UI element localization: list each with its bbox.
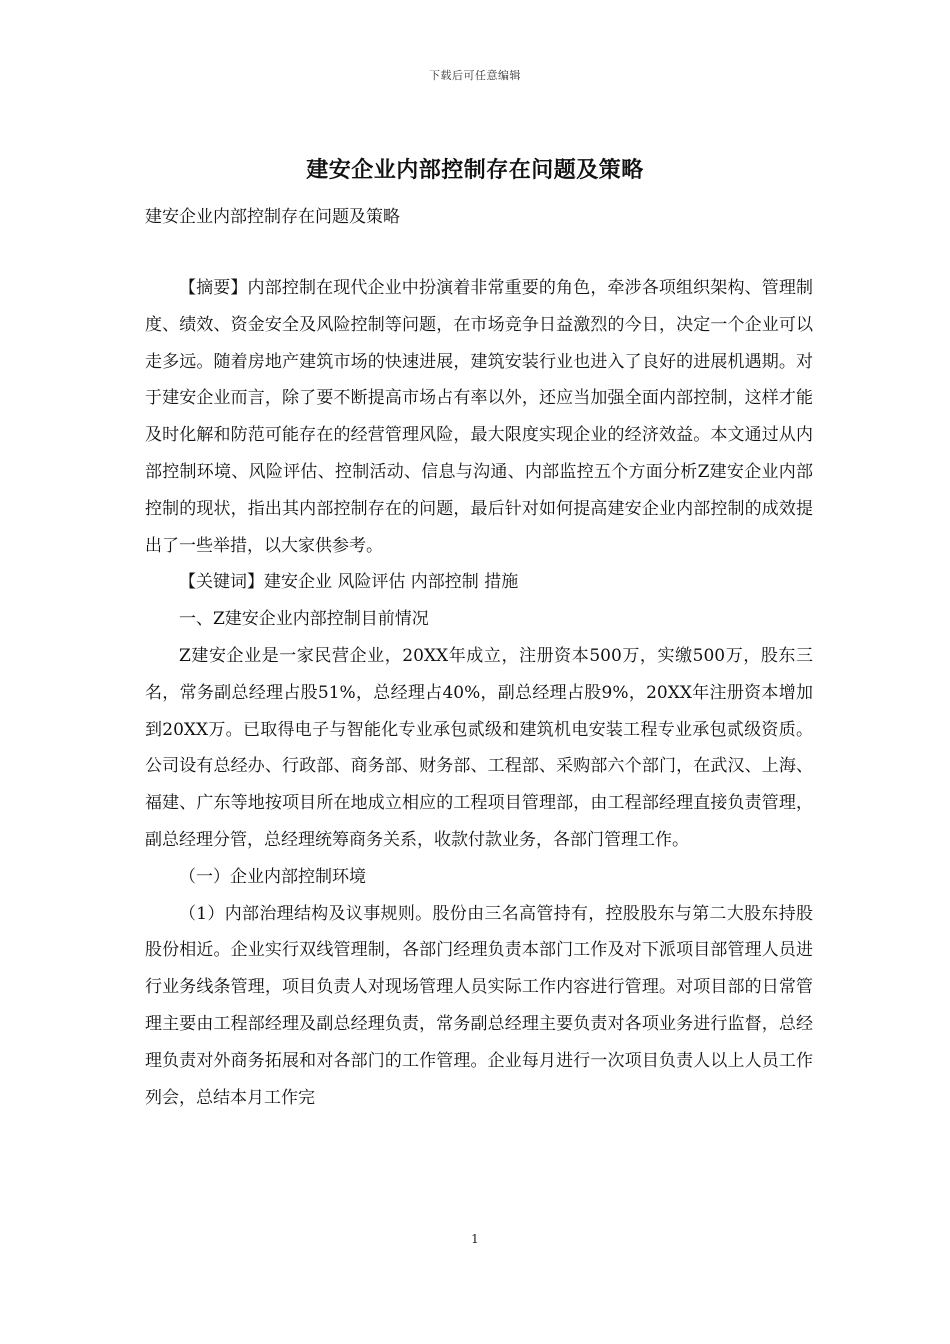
body-text: [145, 270, 813, 1116]
document-title: 建安企业内部控制存在问题及策略: [306, 157, 644, 183]
body-paragraph: Z建安企业是一家民营企业，20XX年成立，注册资本500万，实缴500万，股东三名，常务副总经理占股51%，总经理占40%，副总经理占股9%，20XX年注册资本增加到20XX万。已取得电子与智能化专业承包贰级和建筑机电安装工程专业承包贰级资质。公司设有总经办、行政部、商务部、财务部、工程部、采购部六个部门，在武汉、上海、福建、广东等地按项目所在地成立相应的工程项目管理部，由工程部经理直接负责管理，副总经理分管，总经理统筹商务关系，收款付款业务，各部门管理工作。: [145, 645, 813, 850]
keywords-paragraph: 【关键词】建安企业 风险评估 内部控制 措施: [179, 572, 519, 593]
header-note: 下载后可任意编辑: [429, 69, 521, 82]
page-number: 1: [471, 1232, 479, 1246]
abstract-paragraph: 【摘要】内部控制在现代企业中扮演着非常重要的角色，牵涉各项组织架构、管理制度、绩效、资金安全及风险控制等问题，在市场竞争日益激烈的今日，决定一个企业可以走多远。随着房地产建筑市场的快速进展，建筑安装行业也进入了良好的进展机遇期。对于建安企业而言，除了要不断提高市场占有率以外，还应当加强全面内部控制，这样才能及时化解和防范可能存在的经营管理风险，最大限度实现企业的经济效益。本文通过从内部控制环境、风险评估、控制活动、信息与沟通、内部监控五个方面分析Z建安企业内部控制的现状，指出其内部控制存在的问题，最后针对如何提高建安企业内部控制的成效提出了一些举措，以大家供参考。: [145, 278, 813, 556]
body-paragraph: （1）内部治理结构及议事规则。股份由三名高管持有，控股股东与第二大股东持股股份相近。企业实行双线管理制，各部门经理负责本部门工作及对下派项目部管理人员进行业务线条管理，项目负责人对现场管理人员实际工作内容进行管理。对项目部的日常管理主要由工程部经理及副总经理负责，常务副总经理主要负责对各项业务进行监督，总经理负责对外商务拓展和对各部门的工作管理。企业每月进行一次项目负责人以上人员工作列会，总结本月工作完: [145, 903, 813, 1108]
subsection-heading: （一）企业内部控制环境: [179, 866, 366, 887]
section-heading: 一、Z建安企业内部控制目前情况: [179, 609, 429, 630]
document-subtitle: 建安企业内部控制存在问题及策略: [145, 207, 400, 227]
